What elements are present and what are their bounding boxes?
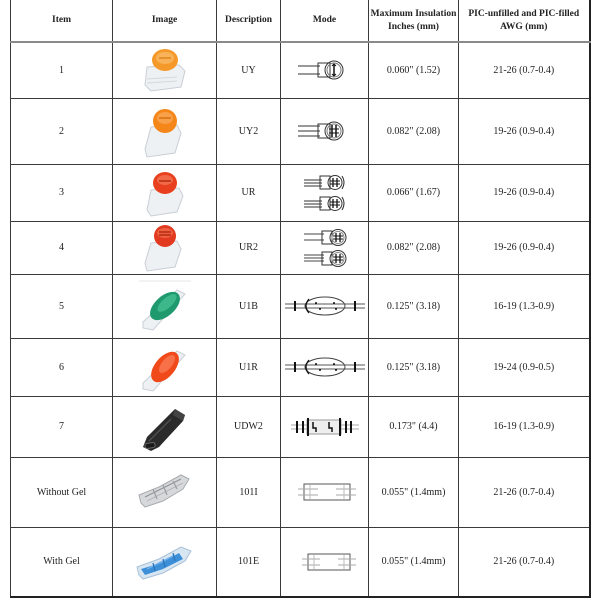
awg-cell: 21-26 (0.7-0.4): [459, 527, 590, 597]
inline-double-wire-icon: [283, 412, 367, 442]
table-row: [11, 457, 590, 527]
orange-connector-uy-icon: [125, 45, 205, 95]
single-button-3-wire-icon: [290, 116, 360, 146]
table-row: [11, 164, 590, 221]
description-cell: 101I: [217, 457, 281, 527]
max-insulation-cell: 0.066" (1.67): [369, 164, 459, 221]
mode-cell: [281, 527, 369, 597]
table-row: [11, 396, 590, 457]
awg-cell: 21-26 (0.7-0.4): [459, 42, 590, 98]
image-cell: [113, 527, 217, 597]
rectangular-4-wire-icon: [290, 477, 360, 507]
header-item: Item: [11, 0, 113, 42]
description-cell: UR2: [217, 221, 281, 274]
awg-cell: 19-26 (0.9-0.4): [459, 221, 590, 274]
red-connector-ur-icon: [125, 168, 205, 218]
header-max-insulation-line1: Maximum Insulation: [370, 8, 457, 19]
mode-cell: [281, 164, 369, 221]
item-cell: 1: [11, 42, 113, 98]
header-awg-line2: AWG (mm): [500, 21, 548, 32]
item-cell: 3: [11, 164, 113, 221]
single-button-2-wire-icon: [290, 55, 360, 85]
double-button-3-wire-icon: [290, 171, 360, 215]
red-connector-u1r-icon: [125, 341, 205, 393]
item-cell: 4: [11, 221, 113, 274]
green-connector-u1b-icon: [125, 278, 205, 334]
item-cell: 2: [11, 98, 113, 164]
table-row: [11, 338, 590, 396]
table-row: [11, 98, 590, 164]
awg-cell: 21-26 (0.7-0.4): [459, 457, 590, 527]
max-insulation-cell: 0.082" (2.08): [369, 221, 459, 274]
description-cell: UY: [217, 42, 281, 98]
double-round-3-wire-icon: [290, 226, 360, 270]
connector-spec-table: [10, 0, 591, 598]
max-insulation-cell: 0.060" (1.52): [369, 42, 459, 98]
header-max-insulation: [369, 0, 459, 42]
item-cell: 5: [11, 274, 113, 338]
description-cell: UDW2: [217, 396, 281, 457]
item-cell: With Gel: [11, 527, 113, 597]
rectangular-4-wire-icon: [290, 547, 360, 577]
description-cell: U1B: [217, 274, 281, 338]
awg-cell: 16-19 (1.3-0.9): [459, 274, 590, 338]
max-insulation-cell: 0.055" (1.4mm): [369, 457, 459, 527]
image-cell: [113, 338, 217, 396]
header-description: Description: [217, 0, 281, 42]
mode-cell: [281, 396, 369, 457]
awg-cell: 19-26 (0.9-0.4): [459, 164, 590, 221]
mode-cell: [281, 338, 369, 396]
item-cell: 6: [11, 338, 113, 396]
header-row: [11, 0, 590, 42]
blue-connector-101e-icon: [123, 537, 207, 587]
table-row: [11, 42, 590, 98]
table-row: [11, 274, 590, 338]
awg-cell: 16-19 (1.3-0.9): [459, 396, 590, 457]
image-cell: [113, 396, 217, 457]
table-row: [11, 221, 590, 274]
mode-cell: [281, 274, 369, 338]
max-insulation-cell: 0.055" (1.4mm): [369, 527, 459, 597]
awg-cell: 19-26 (0.9-0.4): [459, 98, 590, 164]
max-insulation-cell: 0.125" (3.18): [369, 274, 459, 338]
header-image: Image: [113, 0, 217, 42]
description-cell: UR: [217, 164, 281, 221]
description-cell: U1R: [217, 338, 281, 396]
image-cell: [113, 274, 217, 338]
mode-cell: [281, 42, 369, 98]
red-connector-ur2-icon: [125, 223, 205, 273]
header-awg-line1: PIC-unfilled and PIC-filled: [468, 8, 580, 19]
inline-butt-splice-icon: [283, 352, 367, 382]
description-cell: 101E: [217, 527, 281, 597]
image-cell: [113, 42, 217, 98]
inline-butt-splice-icon: [283, 291, 367, 321]
mode-cell: [281, 221, 369, 274]
item-cell: 7: [11, 396, 113, 457]
max-insulation-cell: 0.082" (2.08): [369, 98, 459, 164]
image-cell: [113, 164, 217, 221]
image-cell: [113, 98, 217, 164]
item-cell: Without Gel: [11, 457, 113, 527]
mode-cell: [281, 457, 369, 527]
header-mode: Mode: [281, 0, 369, 42]
image-cell: [113, 221, 217, 274]
table-row: [11, 527, 590, 597]
black-connector-udw2-icon: [125, 399, 205, 455]
clear-connector-101i-icon: [123, 467, 207, 517]
awg-cell: 19-24 (0.9-0.5): [459, 338, 590, 396]
header-awg: [459, 0, 590, 42]
orange-connector-uy2-icon: [125, 103, 205, 159]
max-insulation-cell: 0.173" (4.4): [369, 396, 459, 457]
max-insulation-cell: 0.125" (3.18): [369, 338, 459, 396]
header-max-insulation-line2: Inches (mm): [388, 21, 439, 32]
description-cell: UY2: [217, 98, 281, 164]
mode-cell: [281, 98, 369, 164]
image-cell: [113, 457, 217, 527]
